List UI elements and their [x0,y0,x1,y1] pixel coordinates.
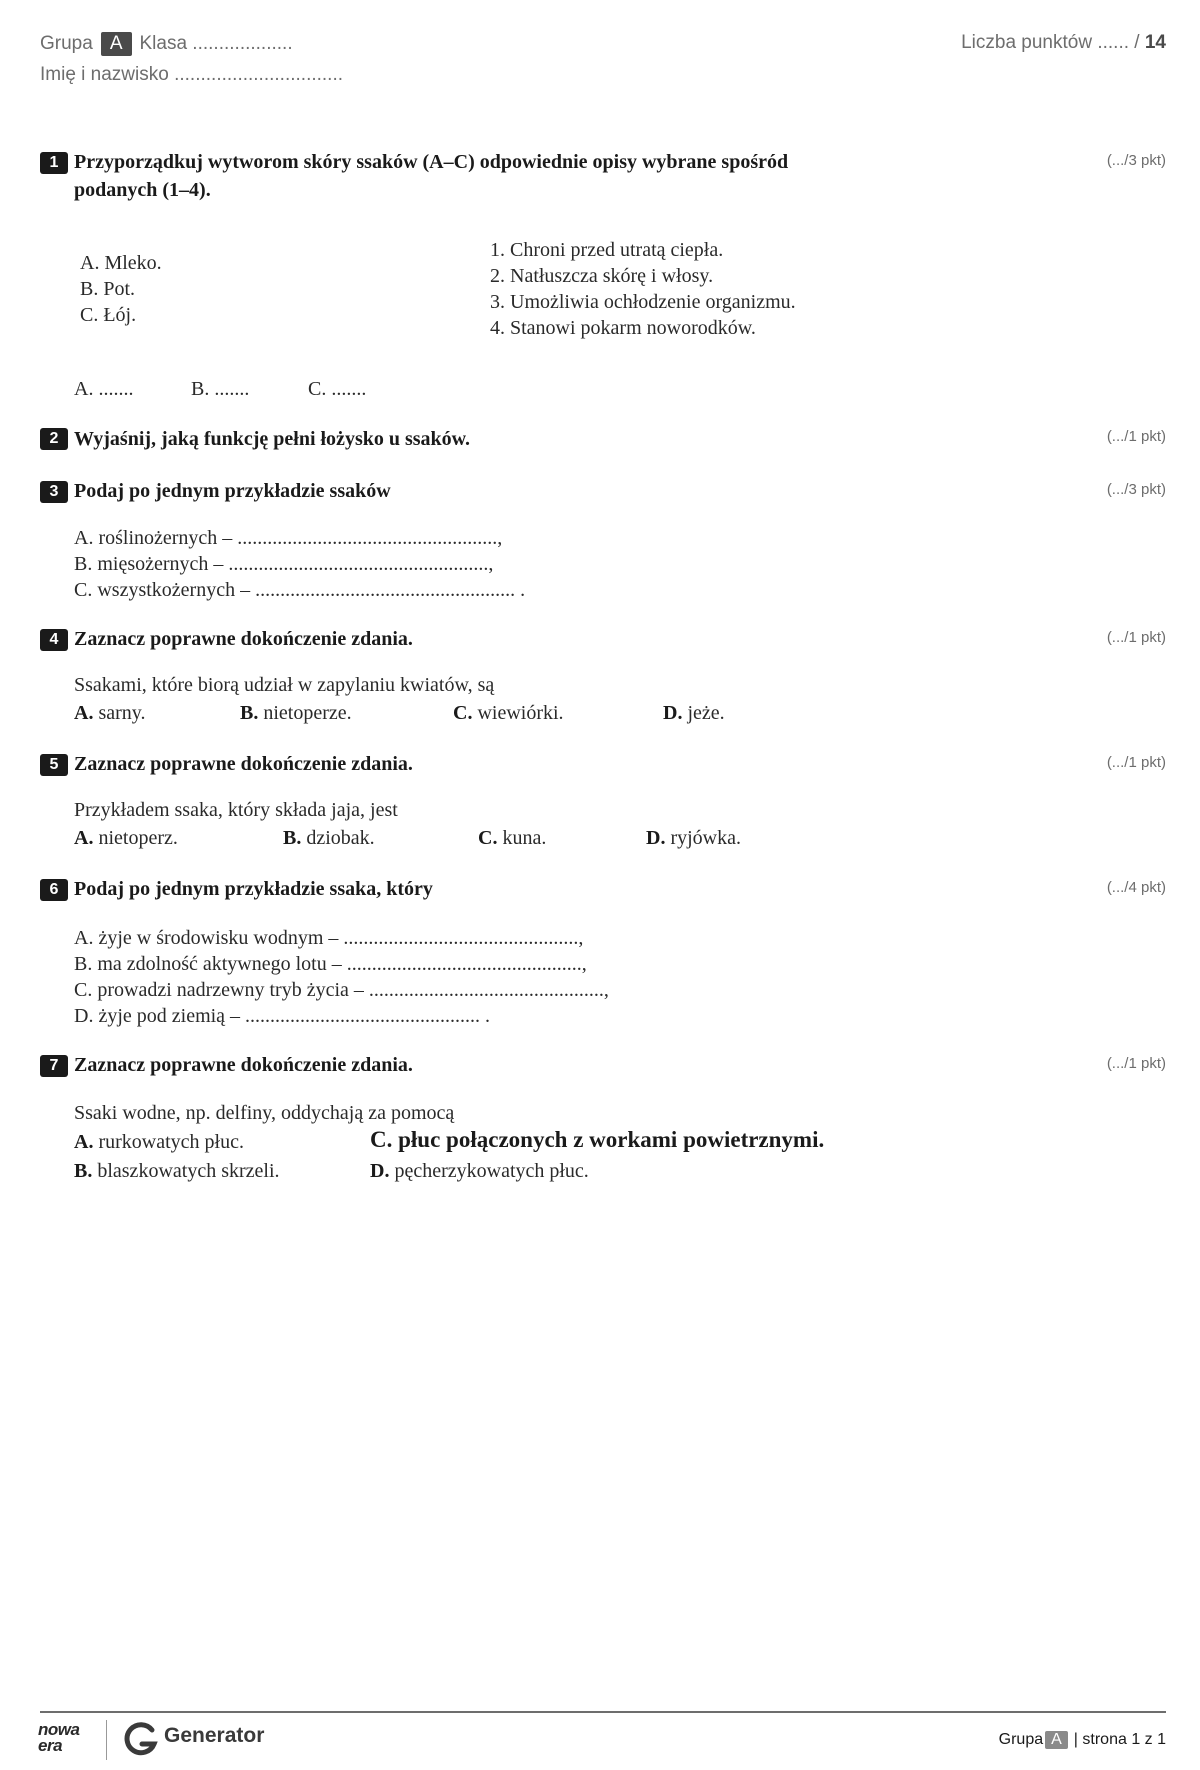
generator-g-icon [122,1720,160,1760]
answer-option[interactable]: A. rurkowatych płuc. [74,1131,244,1153]
list-item: A. Mleko. [80,252,162,274]
task-title: Zaznacz poprawne dokończenie zdania. [74,1054,413,1076]
answer-blank[interactable]: B. ....... [191,378,250,400]
question-stem: Ssaki wodne, np. delfiny, oddychają za pomocą [74,1102,455,1124]
list-item: 2. Natłuszcza skórę i włosy. [490,265,714,287]
fill-line[interactable]: B. ma zdolność aktywnego lotu – ..............................................., [74,953,587,975]
answer-option[interactable]: A. sarny. [74,702,146,724]
page-number: | strona 1 z 1 [1073,1731,1166,1748]
answer-option[interactable]: B. dziobak. [283,827,375,849]
fill-line[interactable]: A. roślinożernych – ...................................................., [74,527,503,549]
generator-logo-text: Generator [164,1724,265,1747]
points-total: 14 [1144,32,1166,53]
answer-option[interactable]: C. płuc połączonych z workami powietrznymi. [370,1127,825,1152]
task-points: (.../3 pkt) [1106,481,1166,498]
fill-line[interactable]: C. wszystkożernych – .................................................... . [74,579,526,601]
task-points: (.../1 pkt) [1106,1055,1166,1072]
logo-separator [106,1720,107,1760]
answer-option[interactable]: C. kuna. [478,827,547,849]
answer-option[interactable]: D. jeże. [663,702,725,724]
points-summary [961,32,1166,54]
question-stem: Przykładem ssaka, który składa jaja, jest [74,799,398,821]
task-title: Zaznacz poprawne dokończenie zdania. [74,753,413,775]
name-label: Imię i nazwisko ................................ [40,64,344,85]
task-title-line: Przyporządkuj wytworom skóry ssaków (A–C) odpowiednie opisy wybrane spośród [74,151,789,173]
task-points: (.../1 pkt) [1106,754,1166,771]
generator-logo [122,1720,264,1760]
list-item: C. Łój. [80,304,137,326]
task-number-badge: 4 [40,629,68,651]
list-item: 3. Umożliwia ochłodzenie organizmu. [490,291,796,313]
list-item: B. Pot. [80,278,136,300]
header-group-line [40,32,293,56]
task-number-badge: 3 [40,481,68,503]
task-title [74,148,788,204]
answer-option[interactable]: B. nietoperze. [240,702,352,724]
task-points: (.../1 pkt) [1106,428,1166,445]
points-label: Liczba punktów ...... / [961,32,1140,53]
list-item: 4. Stanowi pokarm noworodków. [490,317,756,339]
task-number-badge: 2 [40,428,68,450]
publisher-logo [38,1722,86,1758]
page-indicator [999,1731,1166,1749]
answer-option[interactable]: D. pęcherzykowatych płuc. [370,1160,589,1182]
group-badge: A [101,32,132,56]
publisher-logo-text: nowa era [38,1720,80,1755]
group-label: Grupa [40,33,93,54]
answer-option[interactable]: A. nietoperz. [74,827,178,849]
task-title-line: podanych (1–4). [74,179,211,201]
list-item: 1. Chroni przed utratą ciepła. [490,239,724,261]
task-points: (.../4 pkt) [1106,879,1166,896]
fill-line[interactable]: D. żyje pod ziemią – ............................................... . [74,1005,491,1027]
task-number-badge: 7 [40,1055,68,1077]
task-number-badge: 5 [40,754,68,776]
task-number-badge: 6 [40,879,68,901]
task-title: Podaj po jednym przykładzie ssaków [74,480,391,502]
task-title: Zaznacz poprawne dokończenie zdania. [74,628,413,650]
fill-line[interactable]: B. mięsożernych – ...................................................., [74,553,494,575]
footer-divider [40,1711,1166,1713]
answer-blank[interactable]: C. ....... [308,378,367,400]
task-title: Podaj po jednym przykładzie ssaka, który [74,878,433,900]
footer-group-badge: A [1045,1731,1068,1749]
question-stem: Ssakami, które biorą udział w zapylaniu kwiatów, są [74,674,495,696]
task-title: Wyjaśnij, jaką funkcję pełni łożysko u ssaków. [74,428,470,450]
answer-option[interactable]: D. ryjówka. [646,827,741,849]
footer-group-label: Grupa [998,1731,1044,1748]
task-points: (.../3 pkt) [1106,152,1166,169]
answer-option[interactable]: C. wiewiórki. [453,702,564,724]
class-label: Klasa ................... [139,33,293,54]
task-points: (.../1 pkt) [1106,629,1166,646]
answer-blank[interactable]: A. ....... [74,378,134,400]
fill-line[interactable]: C. prowadzi nadrzewny tryb życia – ..............................................., [74,979,609,1001]
fill-line[interactable]: A. żyje w środowisku wodnym – ..............................................., [74,927,584,949]
answer-option[interactable]: B. blaszkowatych skrzeli. [74,1160,280,1182]
task-number-badge: 1 [40,152,68,174]
